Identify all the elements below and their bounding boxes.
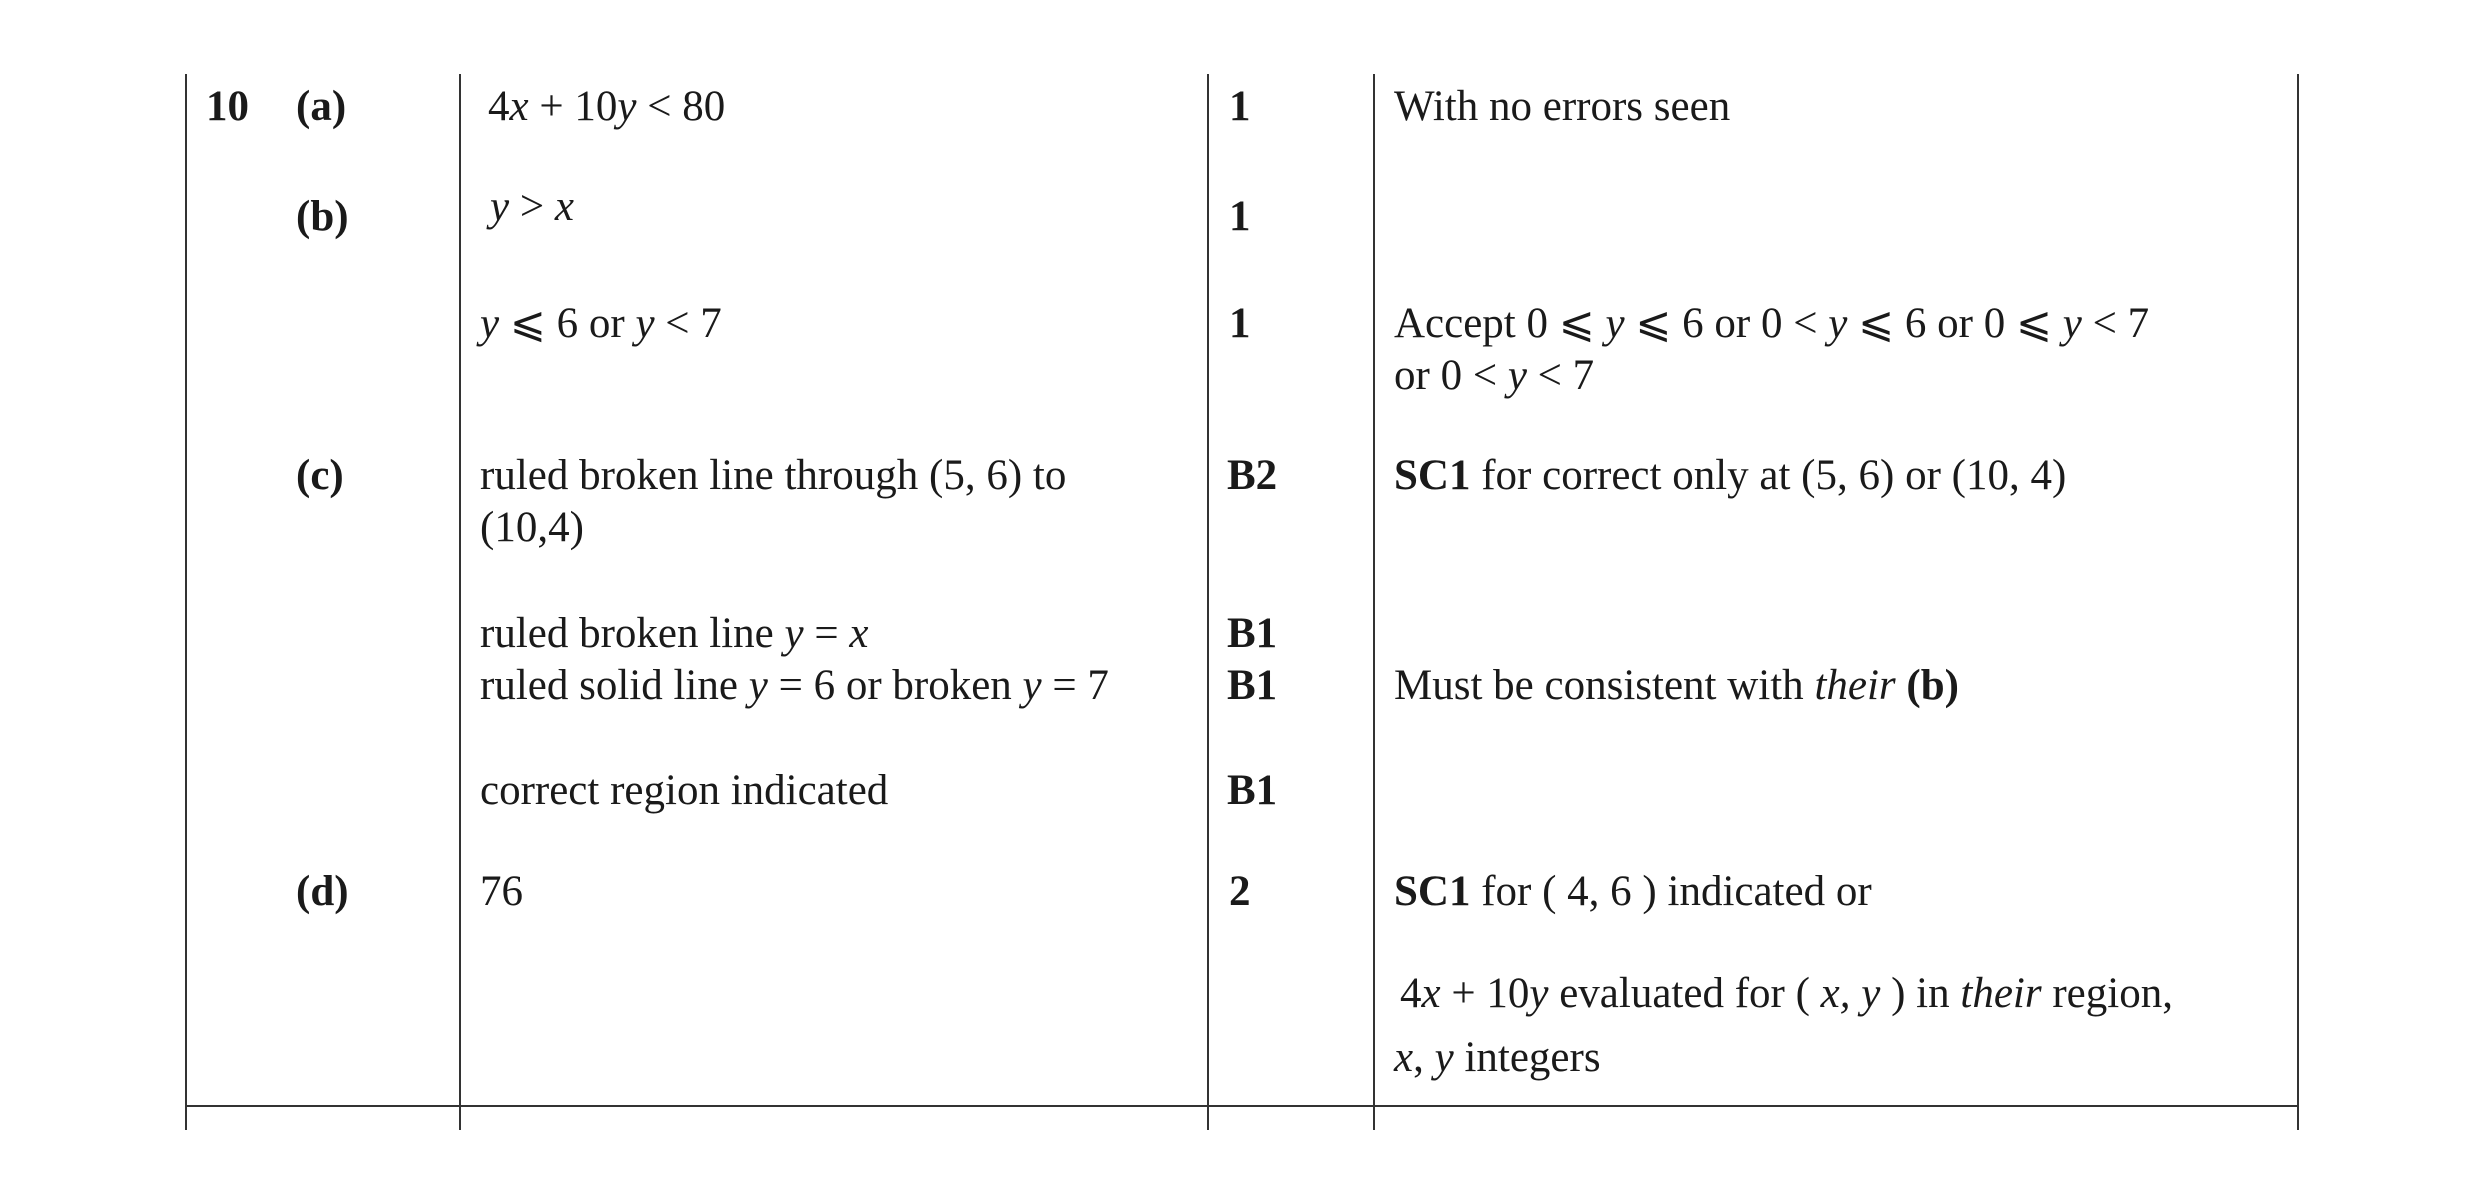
answer-d: 76: [480, 868, 523, 915]
answer-c2-var-y: y: [784, 610, 804, 657]
notes-b2-l1-y3: y: [2062, 300, 2082, 347]
notes-d-l2-p4: [1851, 970, 1862, 1017]
answer-c3-p2: = 6 or broken: [767, 662, 1023, 709]
notes-b2-line1: [1394, 298, 2149, 350]
answer-a-p3: < 80: [636, 83, 726, 130]
notes-c3-p2: [1896, 662, 1907, 709]
answer-b2-var-y1: y: [480, 300, 500, 347]
answer-b2-p2: < 7: [654, 300, 722, 347]
notes-c1-sc1: SC1: [1394, 452, 1471, 499]
answer-a-var-y: y: [617, 83, 637, 130]
notes-c3-their: their: [1814, 662, 1896, 709]
notes-d-l3-p1: ,: [1413, 1034, 1435, 1081]
table-border-left: [185, 74, 187, 1130]
notes-d-l3-x: x: [1394, 1034, 1414, 1081]
answer-a-p2: + 10: [528, 83, 618, 130]
notes-b2-l2-p1: or 0 <: [1394, 352, 1508, 399]
question-number: 10: [206, 83, 249, 130]
notes-c1: [1394, 450, 2066, 502]
part-label-b: (b): [296, 193, 349, 240]
answer-b1-p1: >: [509, 183, 555, 230]
answer-b1-var-y: y: [490, 183, 510, 230]
notes-c3-p1: Must be consistent with: [1394, 662, 1815, 709]
notes-d-l2-x: x: [1421, 970, 1441, 1017]
answer-c2: [480, 608, 868, 660]
notes-d-line1: [1394, 866, 1872, 918]
notes-c3-part-ref: (b): [1906, 662, 1959, 709]
answer-b-inequality-2: [480, 298, 722, 350]
part-label-c: (c): [296, 452, 344, 499]
notes-d-l2-p3: evaluated for (: [1548, 970, 1821, 1017]
notes-d-l3-y: y: [1434, 1034, 1454, 1081]
notes-b2-l1-y2: y: [1828, 300, 1848, 347]
mark-b1: 1: [1229, 193, 1251, 240]
notes-d-l2-x2: x,: [1820, 970, 1851, 1017]
notes-d-l2-p2: + 10: [1440, 970, 1530, 1017]
notes-b2-l1-p1: Accept 0 ⩽: [1394, 300, 1606, 347]
answer-c2-p1: ruled broken line: [480, 610, 785, 657]
notes-b2-l1-p3: ⩽ 6 or 0 ⩽: [1847, 300, 2063, 347]
answer-a-p1: 4: [488, 83, 510, 130]
notes-b2-l2-y: y: [1507, 352, 1527, 399]
notes-d-l2-p6: region,: [2041, 970, 2173, 1017]
table-row-bottom-border: [185, 1105, 2297, 1107]
notes-d-l2-their: their: [1960, 970, 2042, 1017]
answer-b1-var-x: x: [554, 183, 574, 230]
answer-b2-p1: ⩽ 6 or: [499, 300, 636, 347]
answer-c3: [480, 660, 1109, 712]
column-divider-mark: [1207, 74, 1209, 1130]
answer-b-inequality-1: [490, 181, 574, 233]
answer-c2-p2: =: [803, 610, 850, 657]
notes-d-l2-p1: 4: [1400, 970, 1422, 1017]
answer-c3-p3: = 7: [1041, 662, 1109, 709]
notes-b2-l1-p4: < 7: [2081, 300, 2150, 347]
mark-c2: B1: [1227, 610, 1278, 657]
answer-a-inequality: [488, 81, 725, 133]
mark-c1: B2: [1227, 452, 1278, 499]
part-label-a: (a): [296, 83, 347, 130]
answer-c1-line2: (10,4): [480, 504, 584, 551]
mark-d: 2: [1229, 868, 1251, 915]
part-label-d: (d): [296, 868, 349, 915]
notes-d-l2-p5: ) in: [1880, 970, 1961, 1017]
notes-a: With no errors seen: [1394, 83, 1731, 130]
notes-d-line2: [1400, 968, 2173, 1020]
notes-d-line3: [1394, 1032, 1601, 1084]
answer-a-var-x: x: [509, 83, 529, 130]
answer-c3-var-y1: y: [748, 662, 768, 709]
table-border-right: [2297, 74, 2299, 1130]
mark-c4: B1: [1227, 767, 1278, 814]
notes-d-l1-rest: for ( 4, 6 ) indicated or: [1470, 868, 1872, 915]
mark-a: 1: [1229, 83, 1251, 130]
mark-b2: 1: [1229, 300, 1251, 347]
notes-d-l2-y2: y: [1861, 970, 1881, 1017]
answer-c3-p1: ruled solid line: [480, 662, 749, 709]
column-divider-answer: [459, 74, 461, 1130]
answer-c3-var-y2: y: [1022, 662, 1042, 709]
notes-b2-line2: [1394, 350, 1594, 402]
notes-d-l2-y: y: [1529, 970, 1549, 1017]
answer-c2-var-x: x: [849, 610, 869, 657]
notes-d-l3-p2: integers: [1453, 1034, 1601, 1081]
notes-c3: [1394, 660, 1959, 712]
answer-b2-var-y2: y: [635, 300, 655, 347]
notes-c1-rest: for correct only at (5, 6) or (10, 4): [1470, 452, 2067, 499]
answer-c4: correct region indicated: [480, 767, 889, 814]
notes-d-sc1: SC1: [1394, 868, 1471, 915]
notes-b2-l1-y1: y: [1605, 300, 1625, 347]
answer-c1-line1: ruled broken line through (5, 6) to: [480, 452, 1067, 499]
notes-b2-l2-p2: < 7: [1526, 352, 1595, 399]
notes-b2-l1-p2: ⩽ 6 or 0 <: [1624, 300, 1829, 347]
mark-c3: B1: [1227, 662, 1278, 709]
column-divider-notes: [1373, 74, 1375, 1130]
